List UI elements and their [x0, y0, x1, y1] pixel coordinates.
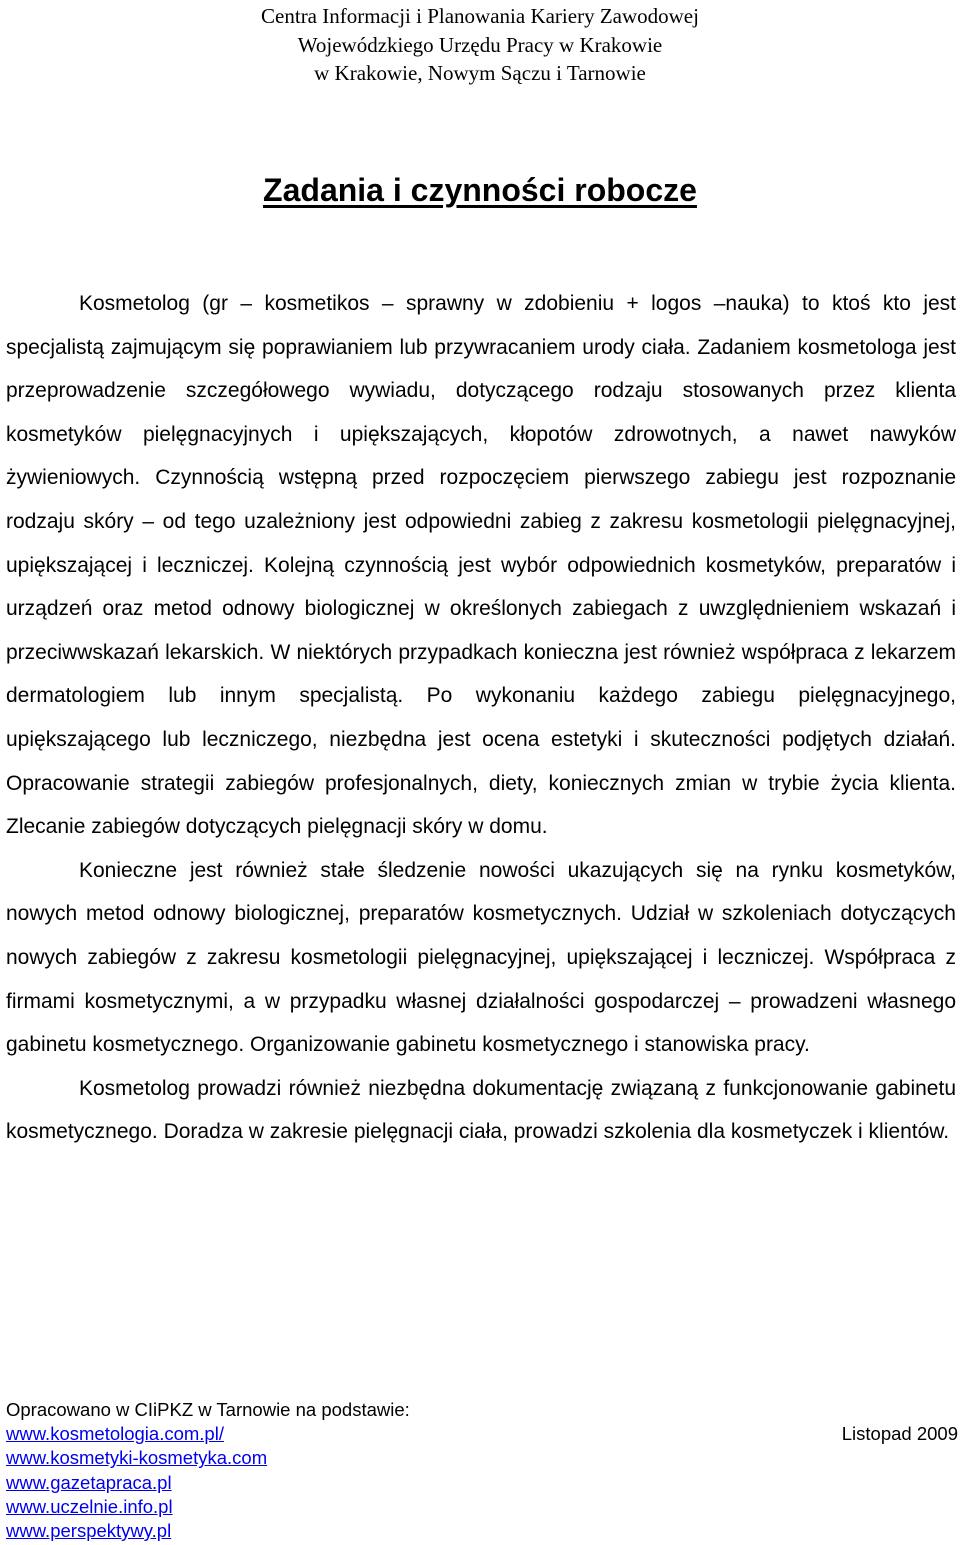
footer: [6, 1398, 958, 1543]
paragraph: Kosmetolog prowadzi również niezbędna dokumentację związaną z funkcjonowanie gabinetu kosmetycznego. Doradza w zakresie pielęgnacji ciała, prowadzi szkolenia dla kosmetyczek i klientów.: [6, 1076, 956, 1144]
paragraph: Kosmetolog (gr – kosmetikos – sprawny w zdobieniu + logos –nauka) to ktoś kto jest specjalistą zajmującym się poprawianiem lub przywracaniem urody ciała. Zadaniem kosmetologa jest przeprowadzenie szczegółowego wywiadu, dotyczącego rodzaju stosowanych przez klienta kosmetyków pielęgnacyjnych i upiększających, kłopotów zdrowotnych, a nawet nawyków żywieniowych. Czynnością wstępną przed rozpoczęciem pierwszego zabiegu jest rozpoznanie rodzaju skóry – od tego uzależniony jest odpowiedni zabieg z zakresu kosmetologii pielęgnacyjnej, upiększającej i leczniczej. Kolejną czynnością jest wybór odpowiednich kosmetyków, preparatów i urządzeń oraz metod odnowy biologicznej w określonych zabiegach z uwzględnieniem wskazań i przeciwwskazań lekarskich. W niektórych przypadkach konieczna jest również współpraca z lekarzem dermatologiem lub innym specjalistą. Po wykonaniu każdego zabiegu pielęgnacyjnego, upiększającego lub leczniczego, niezbędna jest ocena estetyki i skuteczności podjętych działań. Opracowanie strategii zabiegów profesjonalnych, diety, koniecznych zmian w trybie życia klienta. Zlecanie zabiegów dotyczących pielęgnacji skóry w domu.: [6, 292, 956, 839]
footer-row: [6, 1422, 958, 1446]
body-text: [6, 282, 956, 1154]
source-link[interactable]: www.kosmetologia.com.pl/: [6, 1423, 224, 1445]
source-label: Opracowano w CIiPKZ w Tarnowie na podstawie:: [6, 1399, 410, 1420]
header-line-2: Wojewódzkiego Urzędu Pracy w Krakowie: [297, 32, 663, 57]
header-line-3: w Krakowie, Nowym Sączu i Tarnowie: [314, 61, 646, 85]
date-label: Listopad 2009: [841, 1423, 958, 1445]
source-link[interactable]: www.uczelnie.info.pl: [6, 1495, 173, 1517]
header-line-1: Centra Informacji i Planowania Kariery Zawodowej: [261, 4, 699, 28]
document-header: [0, 0, 960, 88]
page-title: Zadania i czynności robocze: [263, 172, 697, 208]
source-link[interactable]: www.perspektywy.pl: [6, 1520, 172, 1542]
paragraph: Konieczne jest również stałe śledzenie nowości ukazujących się na rynku kosmetyków, nowych metod odnowy biologicznej, preparatów kosmetycznych. Udział w szkoleniach dotyczących nowych zabiegów z zakresu kosmetologii pielęgnacyjnej, upiększającej i leczniczej. Współpraca z firmami kosmetycznymi, a w przypadku własnej działalności gospodarczej – prowadzeni własnego gabinetu kosmetycznego. Organizowanie gabinetu kosmetycznego i stanowiska pracy.: [6, 858, 956, 1057]
source-link[interactable]: www.gazetapraca.pl: [6, 1471, 172, 1493]
source-link[interactable]: www.kosmetyki-kosmetyka.com: [6, 1447, 268, 1469]
